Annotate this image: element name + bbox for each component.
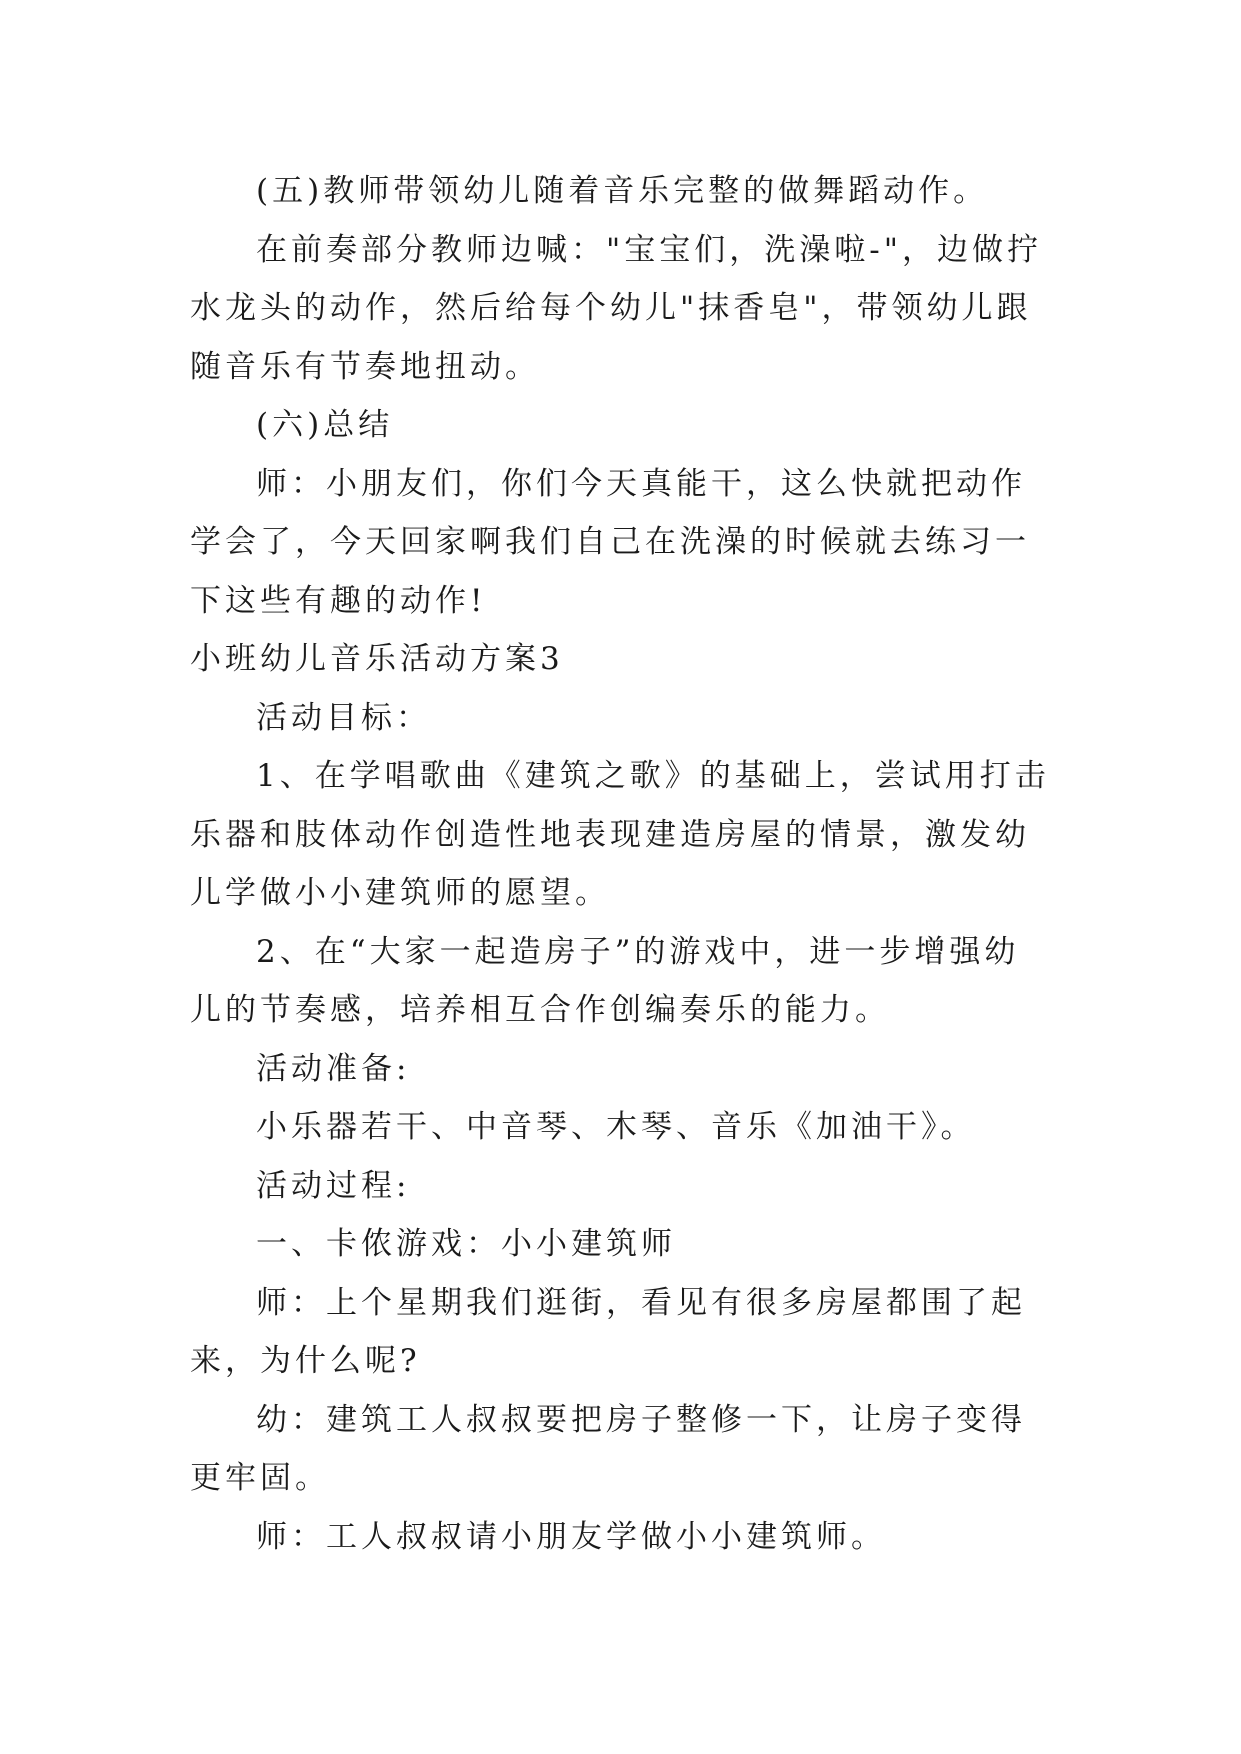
section-heading-process: 活动过程: [256, 1167, 411, 1204]
section-heading-preparation: 活动准备: [256, 1050, 411, 1087]
document-body [190, 162, 1050, 1566]
section-heading-summary: (六)总结 [256, 407, 394, 443]
dialogue-teacher-1: 师：上个星期我们逛街，看见有很多房屋都围了起来，为什么呢? [190, 1284, 1026, 1379]
section-heading-goals: 活动目标： [256, 699, 431, 736]
paragraph-4: 师：小朋友们，你们今天真能干，这么快就把动作学会了，今天回家啊我们自己在洗澡的时候就去练习一下这些有趣的动作! [190, 465, 1030, 619]
paragraph-1: (五)教师带领幼儿随着音乐完整的做舞蹈动作。 [256, 173, 989, 209]
dialogue-child-1: 幼：建筑工人叔叔要把房子整修一下，让房子变得更牢固。 [190, 1401, 1026, 1496]
preparation-text: 小乐器若干、中音琴、木琴、音乐《加油干》。 [256, 1109, 976, 1145]
plan-title: 小班幼儿音乐活动方案3 [190, 641, 564, 677]
process-step-1-heading: 一、卡侬游戏：小小建筑师 [256, 1226, 676, 1262]
paragraph-2: 在前奏部分教师边喊："宝宝们，洗澡啦-"，边做拧水龙头的动作，然后给每个幼儿"抹香皂"，带领幼儿跟随音乐有节奏地扭动。 [190, 231, 1042, 385]
dialogue-teacher-2: 师：工人叔叔请小朋友学做小小建筑师。 [256, 1518, 886, 1555]
goal-item-1: 1、在学唱歌曲《建筑之歌》的基础上，尝试用打击乐器和肢体动作创造性地表现建造房屋的情景，激发幼儿学做小小建筑师的愿望。 [190, 758, 1050, 911]
goal-item-2: 2、在“大家一起造房子”的游戏中，进一步增强幼儿的节奏感，培养相互合作创编奏乐的能力。 [190, 933, 1020, 1028]
